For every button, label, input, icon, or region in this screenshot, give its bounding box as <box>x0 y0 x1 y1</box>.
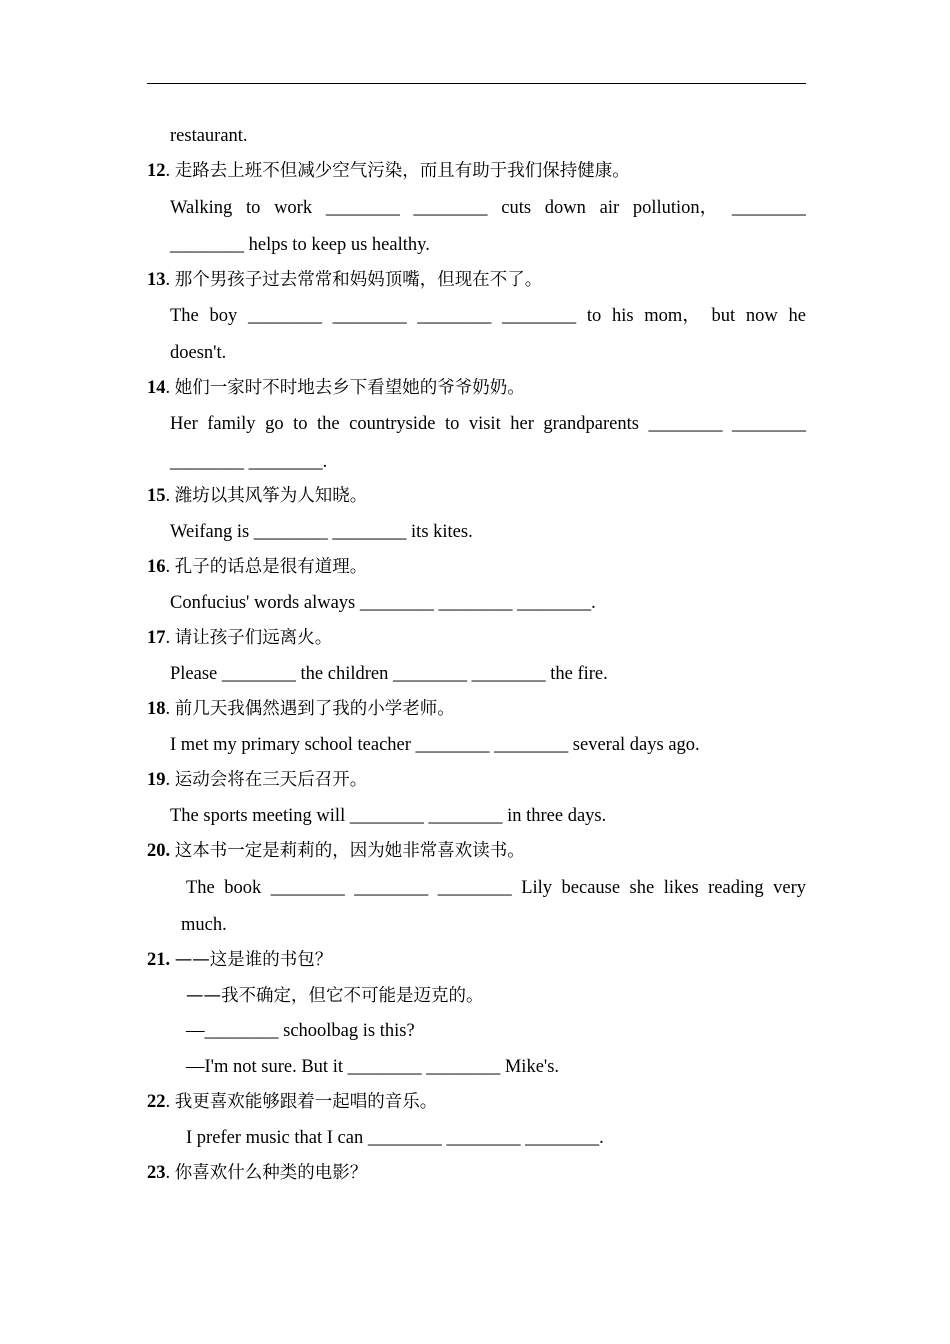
question-12-english-line1 <box>170 196 806 220</box>
number-sep: . <box>165 557 171 577</box>
word: his <box>611 306 634 326</box>
question-13-prompt <box>147 268 806 292</box>
question-17-english: Please ________ the children ________ ________ the fire. <box>170 664 608 684</box>
header-rule <box>147 83 806 84</box>
word: down <box>544 198 586 218</box>
question-number: 23 <box>147 1163 166 1183</box>
question-18-english: I met my primary school teacher ________ ________ several days ago. <box>170 735 700 755</box>
question-number: 20. <box>147 841 171 861</box>
question-16-prompt <box>147 555 806 579</box>
answer-blank[interactable]: ________ <box>247 306 322 326</box>
word: visit <box>468 414 501 434</box>
answer-blank[interactable]: ________ <box>325 198 400 218</box>
word: boy <box>209 306 238 326</box>
answer-blank[interactable]: ________ <box>731 414 806 434</box>
chinese-sentence: 我更喜欢能够跟着一起唱的音乐。 <box>174 1092 438 1112</box>
word: family <box>207 414 256 434</box>
question-21-english-2: —I'm not sure. But it ________ ________ Mike's. <box>186 1057 560 1077</box>
word: but <box>711 306 736 326</box>
question-22-english: I prefer music that I can ________ ________ ________. <box>186 1128 604 1148</box>
number-sep: . <box>165 699 171 719</box>
word: grandparents <box>543 414 639 434</box>
chinese-sentence: ——我不确定，但它不可能是迈克的。 <box>186 986 484 1006</box>
word: work <box>274 198 313 218</box>
question-number: 21. <box>147 950 171 970</box>
question-12-prompt <box>147 159 806 183</box>
question-19-english: The sports meeting will ________ ________ in three days. <box>170 806 607 826</box>
question-14-prompt <box>147 376 806 400</box>
chinese-sentence: 这本书一定是莉莉的，因为她非常喜欢读书。 <box>174 841 525 861</box>
chinese-sentence: 孔子的话总是很有道理。 <box>174 557 368 577</box>
question-number: 15 <box>147 486 166 506</box>
word: pollution， <box>632 198 719 218</box>
question-14-english-line1 <box>170 412 806 436</box>
question-12-english-line2: ________ helps to keep us healthy. <box>170 235 430 255</box>
question-number: 12 <box>147 161 166 181</box>
chinese-sentence: 前几天我偶然遇到了我的小学老师。 <box>174 699 455 719</box>
word: mom， <box>644 306 701 326</box>
question-16-english: Confucius' words always ________ ________ ________. <box>170 593 596 613</box>
word: countryside <box>349 414 436 434</box>
chinese-sentence: 请让孩子们远离火。 <box>174 628 333 648</box>
chinese-sentence: 潍坊以其风筝为人知晓。 <box>174 486 368 506</box>
word: she <box>629 878 655 898</box>
word: reading <box>708 878 764 898</box>
question-number: 16 <box>147 557 166 577</box>
word: The <box>170 306 199 326</box>
question-number: 19 <box>147 770 166 790</box>
word: because <box>561 878 621 898</box>
number-sep: . <box>165 378 171 398</box>
question-23-prompt <box>147 1161 806 1185</box>
chinese-sentence: ——这是谁的书包？ <box>174 950 333 970</box>
word: air <box>599 198 620 218</box>
word: The <box>186 878 215 898</box>
word: to <box>245 198 261 218</box>
word: to <box>586 306 602 326</box>
answer-blank[interactable]: ________ <box>332 306 407 326</box>
chinese-sentence: 走路去上班不但减少空气污染，而且有助于我们保持健康。 <box>174 161 630 181</box>
chinese-sentence: 那个男孩子过去常常和妈妈顶嘴，但现在不了。 <box>174 270 543 290</box>
question-number: 17 <box>147 628 166 648</box>
question-20-prompt <box>147 839 806 863</box>
number-sep: . <box>165 628 171 648</box>
question-21-prompt <box>147 948 806 972</box>
question-20-english-line1 <box>186 876 806 900</box>
word: book <box>224 878 262 898</box>
word: the <box>316 414 340 434</box>
word: very <box>773 878 806 898</box>
answer-blank[interactable]: ________ <box>648 414 723 434</box>
word: cuts <box>501 198 532 218</box>
number-sep: . <box>165 486 171 506</box>
question-13-english-line1 <box>170 304 806 328</box>
word: he <box>788 306 806 326</box>
question-21-english-1: —________ schoolbag is this? <box>186 1021 415 1041</box>
question-15-prompt <box>147 484 806 508</box>
word: Lily <box>521 878 553 898</box>
question-number: 22 <box>147 1092 166 1112</box>
continued-text: restaurant. <box>170 126 248 146</box>
number-sep: . <box>165 1163 171 1183</box>
answer-blank[interactable]: ________ <box>502 306 577 326</box>
number-sep: . <box>165 770 171 790</box>
word: Her <box>170 414 198 434</box>
question-19-prompt <box>147 768 806 792</box>
question-number: 18 <box>147 699 166 719</box>
number-sep: . <box>165 270 171 290</box>
question-17-prompt <box>147 626 806 650</box>
question-21-prompt-2 <box>186 984 806 1008</box>
word: her <box>510 414 534 434</box>
question-15-english: Weifang is ________ ________ its kites. <box>170 522 473 542</box>
number-sep: . <box>165 161 171 181</box>
question-number: 14 <box>147 378 166 398</box>
question-14-english-line2: ________ ________. <box>170 452 328 472</box>
chinese-sentence: 你喜欢什么种类的电影？ <box>174 1163 368 1183</box>
chinese-sentence: 她们一家时不时地去乡下看望她的爷爷奶奶。 <box>174 378 525 398</box>
question-20-english-line2: much. <box>181 915 227 935</box>
number-sep: . <box>165 1092 171 1112</box>
word: go <box>265 414 284 434</box>
answer-blank[interactable]: ________ <box>354 878 429 898</box>
answer-blank[interactable]: ________ <box>437 878 512 898</box>
answer-blank[interactable]: ________ <box>270 878 345 898</box>
word: Walking <box>170 198 233 218</box>
answer-blank[interactable]: ________ <box>413 198 488 218</box>
word: now <box>745 306 778 326</box>
chinese-sentence: 运动会将在三天后召开。 <box>174 770 368 790</box>
word: to <box>293 414 308 434</box>
word: likes <box>663 878 699 898</box>
question-number: 13 <box>147 270 166 290</box>
answer-blank[interactable]: ________ <box>731 198 806 218</box>
question-22-prompt <box>147 1090 806 1114</box>
answer-blank[interactable]: ________ <box>417 306 492 326</box>
question-18-prompt <box>147 697 806 721</box>
word: to <box>444 414 460 434</box>
question-13-english-line2: doesn't. <box>170 343 227 363</box>
